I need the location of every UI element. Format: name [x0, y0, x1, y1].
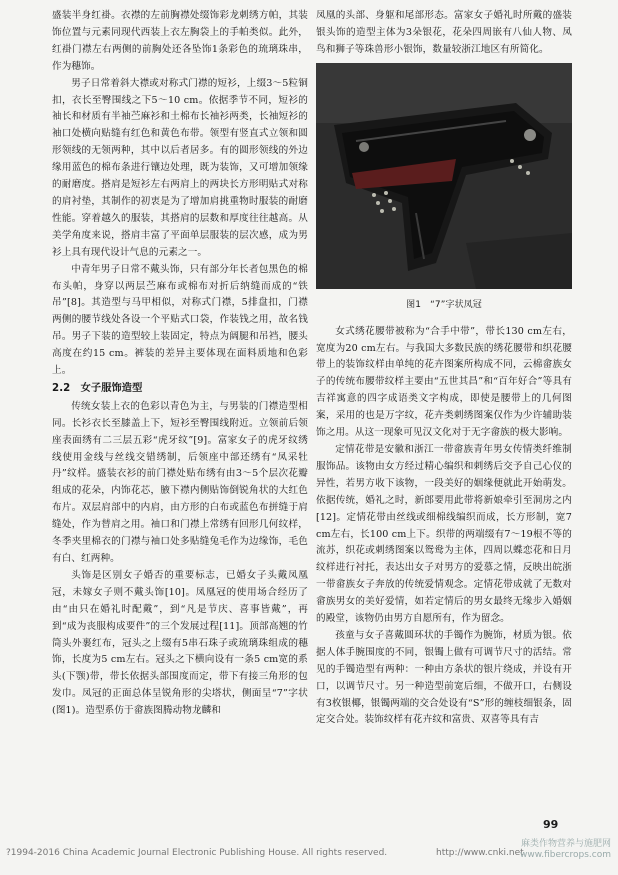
right-column-bottom-text	[316, 324, 572, 730]
watermark-line1: 麻类作物营养与施肥网	[520, 839, 611, 849]
watermark	[520, 839, 611, 861]
paragraph: 凤凰的头部、身躯和尾部形态。富家女子婚礼时所戴的盛装银头饰的造型主体为3朵银花，花朵四周嵌有八仙人物、凤鸟和狮子等珠兽形小银饰，数量较浙江地区有所简化。	[316, 10, 572, 55]
paragraph: 头饰是区别女子婚否的重要标志，已婚女子头戴凤凰冠，未嫁女子则不戴头饰[10]。凤凰冠的使用场合经历了由“由只在婚礼时配戴”，到“凡是节庆、喜事皆戴”，再到“成为丧服构成要件”的三个发展过程[11]。顶部高翘的竹筒头外裹红布，冠头之上缀有5串石珠子或琉璃珠组成的穗饰，长度为5 cm左右。冠头之下横向设有一条5 cm宽的系头(下颚)带，带长依据头部围度而定，带下有接三角形的包发巾。凤冠的正面总体呈锐角形的尖塔状，侧面呈“7”字状(图1)。造型系仿于畲族图腾动物龙麟和	[52, 569, 308, 717]
paragraph: 女式绣花腰带被称为“合手中带”，带长130 cm左右，宽度为20 cm左右。与我国大多数民族的绣花腰带和织花腰带上的装饰纹样由单纯的花卉图案所构成不同，云棉畲族女子的传统布腰带纹样主要由“五世其昌”和“百年好合”等具有吉祥寓意的四字成语类文字构成，即使是腰带上的几何图案，采用的也是万字纹，花卉类刺绣图案仅作为少许辅助装饰之用。从这一现象可见汉文化对于无字畲族的极大影响。	[316, 325, 572, 439]
page-number: 99	[543, 818, 559, 831]
figure-caption: 图1 “7”字状凤冠	[406, 299, 482, 310]
paragraph: 传统女装上衣的色彩以青色为主，与男装的门襟造型相同。长衫衣长至膝盖上下，短衫至臀围线附近。立领前后领座表面绣有二三层五彩“虎牙纹”[9]。富家女子的虎牙纹绣线使用金线与丝线交错绣制，后领座中部还绣有“凤采牡丹”纹样。盛装衣衫的前门襟处贴布绣有由3～5个层次花瓣组成的花朵，内饰花芯，腋下襟内侧贴饰倒锐角状的大红色布片。双层肩部中的内肩，由方形的白布或蓝色布拼缝于肩缝处，作为替肩之用。袖口和门襟上常绣有回形几何纹样，冬季夹里棉衣的门襟与袖口处多贴缝兔毛作为边缘饰，毛色有白、红两种。	[52, 400, 308, 564]
paragraph: 孩童与女子喜戴圆环状的手镯作为腕饰，材质为银。依据人体手腕围度的不同，银镯上做有可调节尺寸的活结。常见的手镯造型有两种：一种由方条状的银片绕成，并设有开口，以调节尺寸。另一种造型前宽后细，不做开口，右侧设有3枚银椰，银镯两端的交合处设有“S”形的缠枝细银条，固定交合处。装饰纹样有花卉纹和富贵、双喜等具有吉	[316, 629, 572, 726]
paragraph: 男子日常着斜大襟或对称式门襟的短衫，上缀3～5粒铜扣，衣长至臀围线之下5～10 cm。依据季节不同，短衫的袖长和材质有半袖苎麻衫和土棉布长袖衫两类，长袖短衫的袖口处横向贴缝有红色和黄色布带。领型有竖直式立领和圆形领线的无领两种，其中以后者居多。有的圆形领线的外边缘用蓝色的棉布条进行镶边处理，既为装饰，又可增加领缘的耐磨度。搭肩是短衫左右两肩上的两块长方形明贴式对称的肩衬垫，其制作的初衷是为了增加肩挑重物时服装的耐磨性能。穿着越久的服装，其搭肩的层数和厚度往往越高。从美学角度来说，搭肩丰富了平面单层服装的层次感，成为男衫上具有现代设计气息的元素之一。	[52, 77, 308, 258]
figure-phoenix-crown	[316, 63, 572, 289]
phoenix-crown-photo	[316, 63, 572, 289]
right-column-top-text	[316, 8, 572, 59]
watermark-line2: www.fibercrops.com	[520, 850, 611, 860]
left-column	[52, 8, 308, 720]
paragraph: 盛装半身红褂。衣襟的左前胸襟处缀饰彩龙刺绣方帕，其装饰位置与元素同现代西装上衣左胸袋上的手帕类似。此外，红褂门襟左右两侧的前胸处还各坠饰1条彩色的琉璃珠串，作为穗饰。	[52, 10, 308, 72]
copyright-notice: ?1994-2016 China Academic Journal Electronic Publishing House. All rights reserved.	[6, 848, 388, 858]
right-column	[316, 8, 572, 729]
paragraph: 定情花带是安徽和浙江一带畲族青年男女传情类纤维制服饰品。该物由女方经过精心编织和刺绣后交予自己心仪的异性，若男方收下该物，一段美好的姻缘便就此开始萌发。依据传统，婚礼之时，新郎要用此带将新娘牵引至洞房之内[12]。定情花带由丝线或细棉线编织而成，长方形制，宽7 cm左右，长100 cm上下。织带的两端缀有7～19根不等的流苏，织花或刺绣图案以鸳鸯为主体，四周以蝶恋花和日月纹样进行衬托，表达出女子对男方的爱慕之情，反映出皖浙一带畲族女子奔放的传统爱情观念。定情花带成就了无数对畲族男女的美好爱情，如若定情后的男女最终无缘步入婚姻的殿堂，该物仍由男方自愿所有，作为留念。	[316, 443, 572, 625]
section-heading: 2.2 女子服饰造型	[52, 382, 143, 394]
paragraph: 中青年男子日常不戴头饰，只有部分年长者包黑色的棉布头帕，身穿以两层苎麻布或棉布对折后纳缝而成的“铁吊”[8]。其造型与马甲相似，对称式门襟，5排盘扣，门襟两侧的腰节线处各设一个平贴式口袋，作装钱之用，故名钱吊。男子下装的造型较上装固定，特点为阔腿和吊裆，腰头高度在约15 cm。裤装的差异主要体现在面料质地和色彩上。	[52, 263, 308, 377]
website-link[interactable]: http://www.cnki.net	[436, 848, 524, 858]
